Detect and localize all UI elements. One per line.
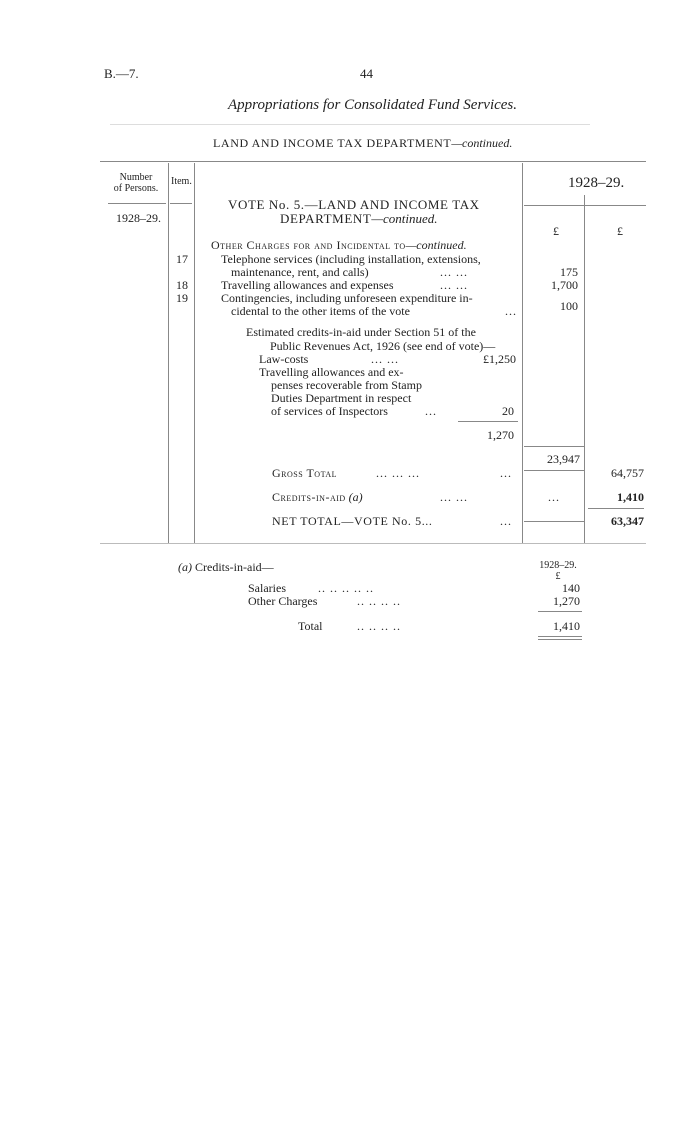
net-mid-rule xyxy=(524,521,584,522)
item-19-line1: Contingencies, including unforeseen expenditure in- xyxy=(221,291,473,305)
currency-col2: £ xyxy=(617,224,623,238)
footnote-double-rule-2 xyxy=(538,639,582,640)
gross-total-leader: ... ... ... xyxy=(376,466,420,480)
item-18-text: Travelling allowances and expenses xyxy=(221,278,394,292)
net-total-rule xyxy=(588,508,644,509)
item-19-number: 19 xyxy=(176,291,188,305)
footnote-label: Credits-in-aid— xyxy=(195,560,274,574)
travel-line3: Duties Department in respect xyxy=(271,391,412,405)
amount-column-rule xyxy=(522,163,523,543)
items-subtotal: 23,947 xyxy=(547,452,580,466)
persons-header-line1: Number xyxy=(119,172,153,183)
item-19-leader: ... xyxy=(505,304,517,318)
item-18-number: 18 xyxy=(176,278,188,292)
gross-mid-rule xyxy=(524,470,584,471)
footnote-row-salaries-dots: .. .. .. .. .. xyxy=(318,581,374,595)
year-header-rule xyxy=(524,205,646,206)
gross-total-leader-end: ... xyxy=(500,466,512,480)
page-number: 44 xyxy=(360,66,373,81)
item-19-line2: cidental to the other items of the vote xyxy=(231,304,410,318)
footnote-total-dots: .. .. .. .. xyxy=(357,619,401,633)
law-costs-amount: £1,250 xyxy=(483,352,516,366)
persons-header-line2: of Persons. xyxy=(113,183,159,194)
year-header-right: 1928–29. xyxy=(568,175,625,191)
footnote-ref: (a) xyxy=(178,560,192,574)
table-top-rule xyxy=(100,161,646,162)
item-header-rule xyxy=(170,203,192,204)
gross-total-label: Gross Total xyxy=(272,466,337,480)
item-column-rule xyxy=(194,163,195,543)
footnote-row-salaries-value: 140 xyxy=(562,581,580,595)
items-subtotal-rule xyxy=(524,446,584,447)
section-heading xyxy=(211,238,467,253)
item-17-amount: 175 xyxy=(560,265,578,279)
credits-in-aid-ref: (a) xyxy=(348,490,363,504)
footnote-total-rule xyxy=(538,611,582,612)
footnote-row-other-value: 1,270 xyxy=(553,594,580,608)
footnote-heading xyxy=(178,560,274,575)
credits-in-aid-value: 1,410 xyxy=(617,490,644,504)
travel-line4: of services of Inspectors xyxy=(271,404,388,418)
title-rule xyxy=(110,124,590,125)
footnote-year: 1928–29. xyxy=(539,560,577,571)
item-header: Item. xyxy=(171,176,192,187)
document-code: B.—7. xyxy=(104,66,139,81)
net-total-value: 63,347 xyxy=(611,514,644,528)
section-heading-continued: —continued. xyxy=(405,238,467,252)
total-column-rule xyxy=(584,195,585,543)
credits-in-aid-leader: ... ... xyxy=(440,490,468,504)
credits-intro-line1: Estimated credits-in-aid under Section 51 of the xyxy=(246,325,476,339)
department-name: LAND AND INCOME TAX DEPARTMENT xyxy=(213,136,452,150)
law-costs-leader: ... ... xyxy=(371,352,399,366)
credits-in-aid-row xyxy=(272,490,363,505)
vote-heading-line1: VOTE No. 5.—LAND AND INCOME TAX xyxy=(228,197,480,212)
currency-col1: £ xyxy=(553,224,559,238)
travel-amount: 20 xyxy=(502,404,514,418)
persons-header xyxy=(108,172,164,194)
department-continued: —continued. xyxy=(451,136,513,150)
net-total-label: NET TOTAL—VOTE No. 5... xyxy=(272,514,433,528)
footnote-double-rule-1 xyxy=(538,636,582,637)
table-bottom-rule xyxy=(100,543,646,544)
credits-in-aid-label: Credits-in-aid xyxy=(272,490,346,504)
section-heading-text: Other Charges for and Incidental to xyxy=(211,238,406,252)
credits-subtotal-rule xyxy=(458,421,518,422)
item-18-amount: 1,700 xyxy=(551,278,578,292)
item-17-number: 17 xyxy=(176,252,188,266)
item-17-leader: ... ... xyxy=(440,265,468,279)
item-17-line2: maintenance, rent, and calls) xyxy=(231,265,369,279)
footnote-total-label: Total xyxy=(298,619,323,633)
vote-heading-continued: —continued. xyxy=(371,211,438,226)
footnote-currency: £ xyxy=(555,571,561,582)
net-total-leader: ... xyxy=(500,514,512,528)
travel-line1: Travelling allowances and ex- xyxy=(259,365,404,379)
persons-header-rule xyxy=(108,203,166,204)
department-heading xyxy=(213,136,512,151)
credits-in-aid-middle: ... xyxy=(548,490,560,504)
footnote-row-other-dots: .. .. .. .. xyxy=(357,594,401,608)
law-costs-label: Law-costs xyxy=(259,352,309,366)
travel-line2: penses recoverable from Stamp xyxy=(271,378,422,392)
vote-heading-dept: DEPARTMENT xyxy=(280,211,372,226)
page-title: Appropriations for Consolidated Fund Services. xyxy=(228,97,518,113)
footnote-total-value: 1,410 xyxy=(553,619,580,633)
item-18-leader: ... ... xyxy=(440,278,468,292)
footnote-row-salaries-label: Salaries xyxy=(248,581,286,595)
persons-column-rule xyxy=(168,163,169,543)
vote-heading-line2 xyxy=(280,211,438,227)
item-19-amount: 100 xyxy=(560,299,578,313)
year-header-left: 1928–29. xyxy=(116,211,161,225)
footnote-row-other-label: Other Charges xyxy=(248,594,318,608)
credits-intro-line2: Public Revenues Act, 1926 (see end of vote)— xyxy=(270,339,496,353)
travel-leader: ... xyxy=(425,404,437,418)
credits-subtotal: 1,270 xyxy=(487,428,514,442)
gross-total-value: 64,757 xyxy=(611,466,644,480)
item-17-line1: Telephone services (including installation, extensions, xyxy=(221,252,481,266)
